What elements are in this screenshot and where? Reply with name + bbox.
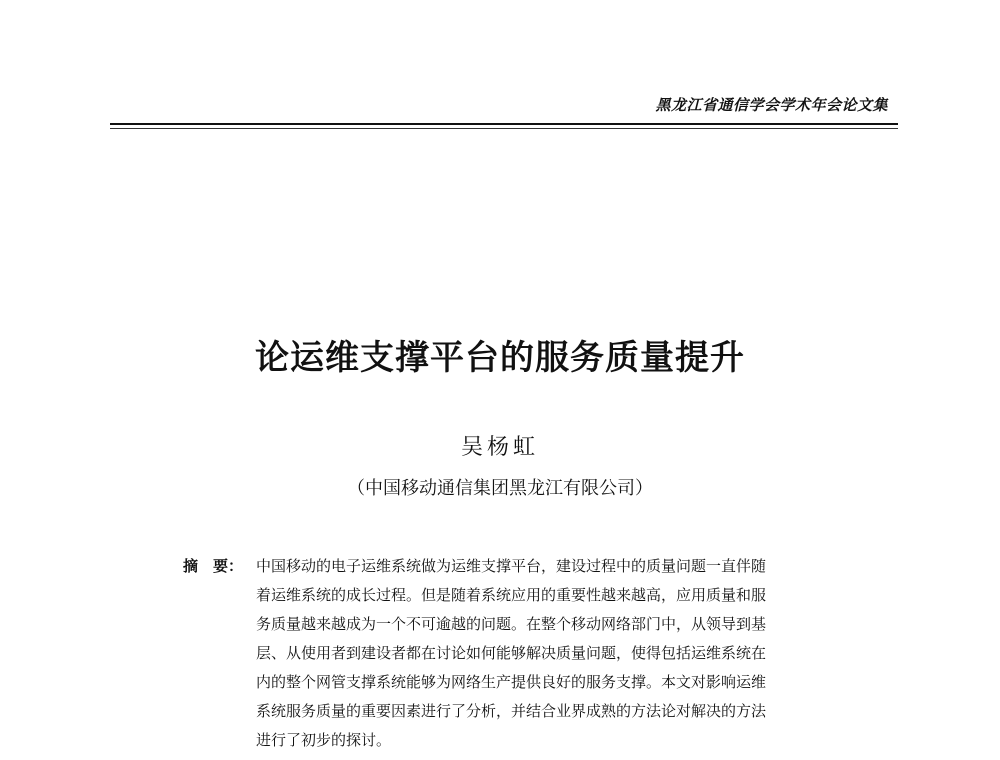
author-name: 吴杨虹 xyxy=(460,435,539,460)
running-header-title: 黑龙江省通信学会学术年会论文集 xyxy=(655,96,888,114)
abstract-line: 系统服务质量的重要因素进行了分析，并结合业界成熟的方法论对解决的方法 xyxy=(256,702,767,720)
author-affiliation: （中国移动通信集团黑龙江有限公司） xyxy=(347,478,653,499)
header-rule-thin xyxy=(110,128,898,129)
abstract-line: 进行了初步的探讨。 xyxy=(256,731,392,749)
abstract-line: 着运维系统的成长过程。但是随着系统应用的重要性越来越高，应用质量和服 xyxy=(256,586,767,604)
abstract-line: 层、从使用者到建设者都在讨论如何能够解决质量问题，使得包括运维系统在 xyxy=(256,644,767,662)
abstract-line: 内的整个网管支撑系统能够为网络生产提供良好的服务支撑。本文对影响运维 xyxy=(256,673,767,691)
paper-title: 论运维支撑平台的服务质量提升 xyxy=(255,338,745,378)
abstract-line: 中国移动的电子运维系统做为运维支撑平台，建设过程中的质量问题一直伴随 xyxy=(256,557,767,575)
abstract-label: 摘 要： xyxy=(183,557,244,575)
abstract-line: 务质量越来越成为一个不可逾越的问题。在整个移动网络部门中，从领导到基 xyxy=(256,615,767,633)
abstract-body xyxy=(256,552,846,755)
header-rule xyxy=(110,123,898,125)
